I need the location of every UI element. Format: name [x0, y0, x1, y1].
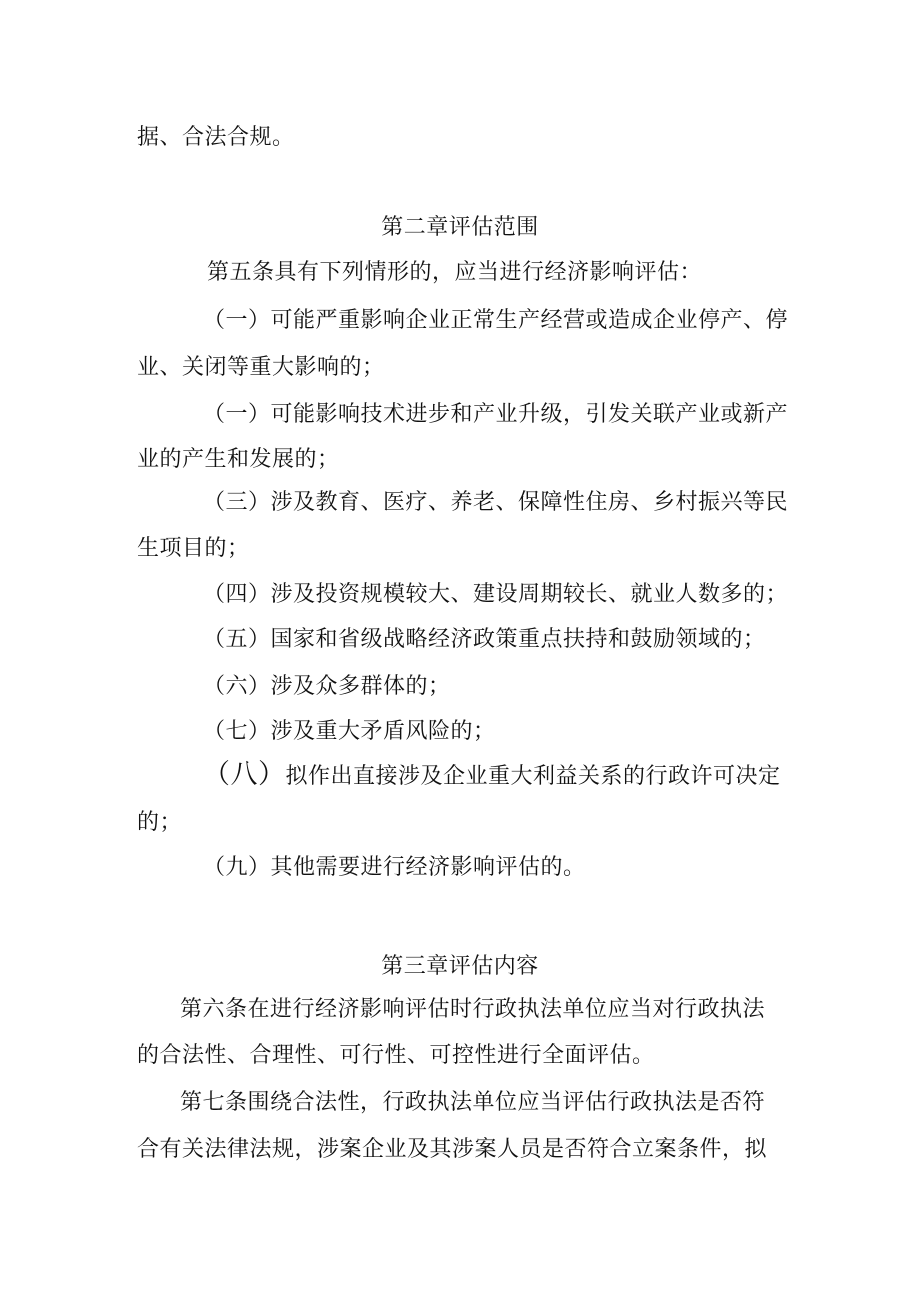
item-8-prefix: （八）	[203, 759, 286, 790]
item-1-line-1: （一）可能严重影响企业正常生产经营或造成企业停产、停	[203, 308, 789, 333]
item-2-line-1: （一）可能影响技术进步和产业升级，引发关联产业或新产	[203, 402, 789, 427]
item-8-line-2: 的；	[137, 810, 183, 835]
item-3-line-2: 生项目的；	[137, 536, 250, 561]
item-6-line: （六）涉及众多群体的；	[203, 674, 451, 699]
item-9-line: （九）其他需要进行经济影响评估的。	[203, 855, 586, 880]
article-6-line-1: 第六条在进行经济影响评估时行政执法单位应当对行政执法	[180, 997, 766, 1022]
item-8-body: 拟作出直接涉及企业重大利益关系的行政许可决定	[285, 764, 781, 789]
article-7-line-2: 合有关法律法规，涉案企业及其涉案人员是否符合立案条件，拟	[137, 1137, 768, 1162]
chapter-3-title: 第三章评估内容	[381, 954, 539, 979]
intro-tail-text: 据、合法合规。	[137, 125, 295, 150]
article-6-line-2: 的合法性、合理性、可行性、可控性进行全面评估。	[137, 1043, 655, 1068]
article-7-line-1: 第七条围绕合法性，行政执法单位应当评估行政执法是否符	[180, 1090, 766, 1115]
item-4-line: （四）涉及投资规模较大、建设周期较长、就业人数多的；	[203, 582, 789, 607]
chapter-2-title: 第二章评估范围	[381, 215, 539, 240]
item-7-line: （七）涉及重大矛盾风险的；	[203, 719, 496, 744]
item-2-line-2: 业的产生和发展的；	[137, 447, 340, 472]
item-5-line: （五）国家和省级战略经济政策重点扶持和鼓励领域的；	[203, 627, 766, 652]
item-3-line-1: （三）涉及教育、医疗、养老、保障性住房、乡村振兴等民	[203, 490, 789, 515]
article-5-text: 第五条具有下列情形的，应当进行经济影响评估：	[207, 260, 703, 285]
item-8-line-1	[203, 760, 781, 792]
item-1-line-2: 业、关闭等重大影响的；	[137, 355, 385, 380]
